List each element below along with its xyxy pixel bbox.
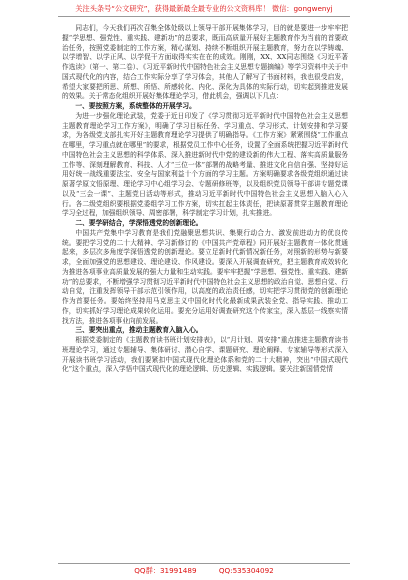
header-divider — [58, 16, 350, 17]
footer-qq: QQ:535304092 — [218, 566, 274, 575]
section-heading-3: 三、要突出重点，推动主题教育入脑入心。 — [75, 326, 203, 335]
header-banner: 关注头条号“公文研究”，获得最新最全最专业的公文资料库！ 微信：gongwenyj — [75, 4, 333, 13]
footer-divider — [58, 563, 350, 564]
paragraph-section-2: 中国共产党集中学习教育是我们党融聚思想共识、集聚行动合力、激发前进动力的优良传统。要把学习党的二十大精神、学习新修订的《中国共产党章程》同开展好主题教育一体化贯通起来，多层次多角度学深悟透党的创新理论。要立足新时代新情况新任务，对照新的形势与新要求，全面加强党的思想建设、理论建设、作风建设。要深入开展调查研究，把主题教育成效转化为推进各项事业高质量发展的强大力量和生动实践。要牢牢把握“学思想、强党性、重实践、建新功”的总要求，不断增强学习贯彻习近平新时代中国特色社会主义思想的政治自觉、思想自觉、行动自觉，注重发挥领导干部示范引领作用，以高度的政治责任感，切实把学习贯彻党的创新理论作为首要任务。要始终坚持用马克思主义中国化时代化最新成果武装全党、指导实践、推动工作，切实抓好学习理论成果转化运用。要充分运用好调查研究这个传家宝，深入基层一线察实情找方法，推进各项事业向前发展。 — [62, 228, 348, 325]
footer — [0, 566, 408, 576]
section-heading-2: 二、要学研结合，学深悟透党的创新理论。 — [75, 219, 203, 227]
section-heading-1: 一、要按照方案，系统整体的开展学习。 — [75, 102, 196, 110]
footer-qq-group: QQ群：31991489 — [134, 566, 197, 575]
document-body — [62, 24, 348, 375]
paragraph-section-1: 为进一步强化理论武装，党委于近日印发了《学习贯彻习近平新时代中国特色社会主义思想主题教育理论学习工作方案》，明确了学习目标任务、学习重点、学习形式、计划安排和学习要求，为各级党支部扎实开好主题教育理论学习提供了明确指导。《工作方案》紧紧围绕“工作重点在哪里，学习重点就在哪里”的要求，根据党员工作中心任务，设置了全面系统把握习近平新时代中国特色社会主义思想的科学体系、深入推进新时代中党的建设新的伟大工程、落实高质量服务工作等、深刻理解教育、科技、人才“三位一体”部署的战略考量、推进文化自信自强、坚持好运用好统一战线重要法宝、安全与国家利益十个方面的学习主题。方案明确要求各级党组织通过读原著学原文悟原理、理论学习中心组学习会、专题研修班等，以及组织党员领导干部讲专题党课以及“三会一课”、主题党日活动等形式，推动习近平新时代中国特色社会主义思想入脑入心入行。各二级党组织要根据党委组学习工作方案，切实扛起主体责任，把读原著贯穿主题教育理论学习全过程，加强组织领导、周密部署，科学制定学习计划，扎实推进。 — [62, 111, 348, 218]
paragraph-intro: 同志们，今天我们再次召集全体处级以上领导干部开展集体学习，目的就是要进一步牢牢把握“学思想、强党性、重实践、建新功”的总要求，既而高质量开展好主题教育作为当前的首要政治任务，按照党委制定的工作方案，精心谋划、持续不断组织开展主题教育，努力在以学铸魂、以学增智、以学正风、以学促干方面取得实实在在的成效。刚刚，XX、XX同志围绕《习近平著作选读》（第一、第二卷）、《习近平新时代中国特色社会主义思想专题摘编》等学习资料中关于中国式现代化的内容，结合工作实际分享了学习体会，其他人了解写了书面材料，我也很受启发，希望大家要把所思、所想、所悟、所感转化、内化、深化为具体的实际行动，切实起到推进发展的效果。关于常态化组织开展好集体理论学习，借此机会，强调以下几点： — [62, 24, 348, 101]
paragraph-section-3: 根据党委制定的《主题教育读书班计划安排表》，以“月计划、周安排”重点推进主题教育读书班理论学习，通过专题辅导、集体研讨、潜心自学、课题研究、理论阐释、专家辅导等形式深入开展读书班学习活动，我们要紧扣中国式现代化理论体系和党的二十大精神，突出“中国式现代化”这个重点，深入学悟中国式现代化的理论逻辑、历史逻辑、实践逻辑。要关注新国情党情 — [62, 336, 348, 374]
